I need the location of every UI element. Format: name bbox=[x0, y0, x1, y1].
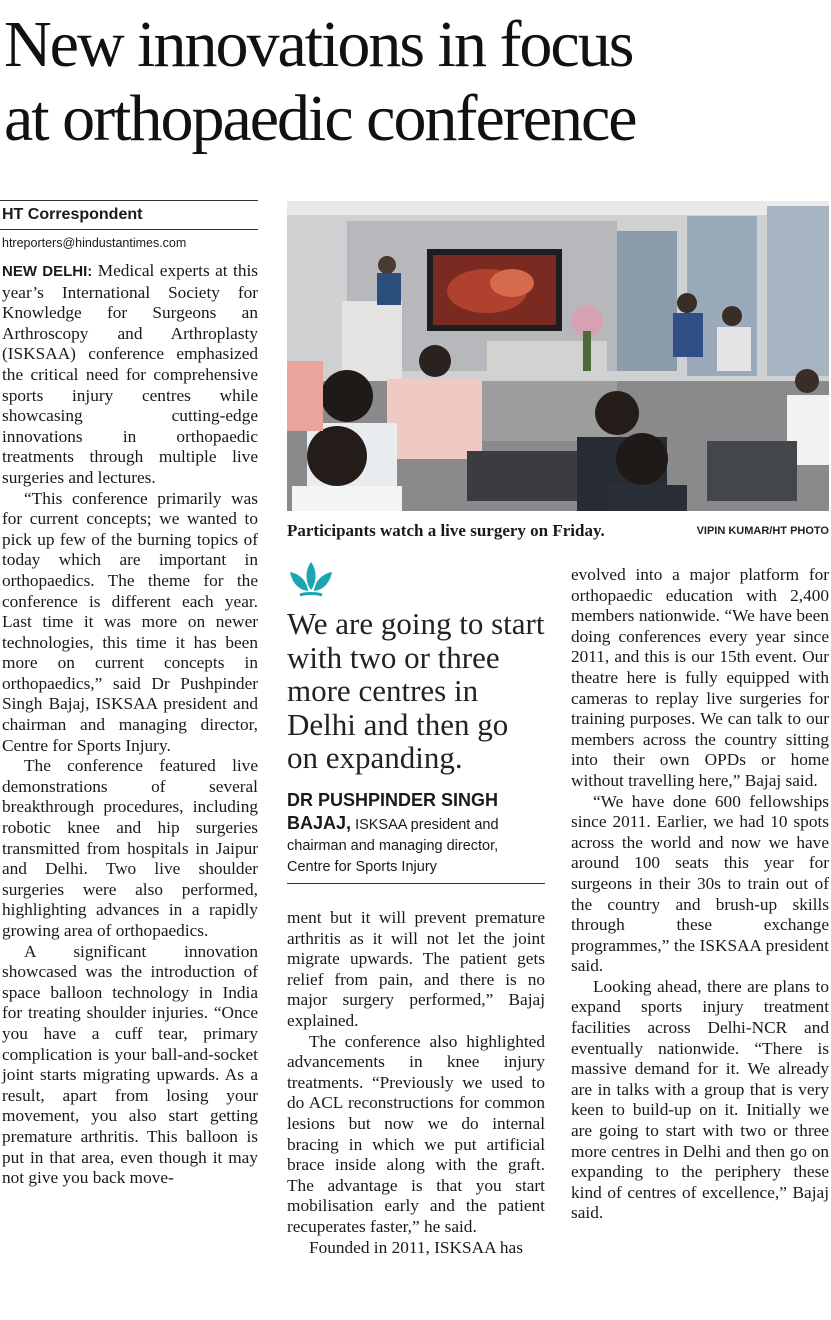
pull-quote-rule bbox=[287, 883, 545, 884]
byline-bottom-rule bbox=[0, 229, 258, 230]
byline-author: HT Correspondent bbox=[2, 206, 143, 223]
paragraph: Founded in 2011, ISKSAA has bbox=[309, 1237, 523, 1257]
paragraph: “We have done 600 fellowships since 2011. Earlier, we had 10 spots across the world and now we have around 100 seats this year for surgeons in their 30s to train out of the country and brush-up skills through these exchange programmes,” the ISKSAA president said. bbox=[571, 791, 829, 976]
paragraph: evolved into a major platform for orthopaedic education with 2,400 members nationwide. “We have been doing conferences every year since 2011, and this is our 15th event. Our theatre here is fully equipped with cameras to replay live surgeries for training purposes. We can talk to our members across the country sitting into their own OPDs or home without travelling here,” Bajaj said. bbox=[571, 565, 829, 790]
paragraph: A significant innovation showcased was the introduction of space balloon technology in India for treating shoulder injuries. “Once you have a cuff tear, primary complication is your ball-and-socket joint starts migrating upwards. As a result, apart from losing your movement, you also start getting premature arthritis. This balloon is put in that area, even though it may not give you back move- bbox=[2, 941, 258, 1188]
paragraph: The conference also highlighted advancements in knee injury treatments. “Previously we used to do ACL reconstructions for common lesions but now we do internal bracing in which we put artificial brace inside along with the graft. The advantage is that you start mobilisation early and the patient recuperates faster,” he said. bbox=[287, 1031, 545, 1236]
pull-quote: We are going to start with two or three more centres in Delhi and then go on expanding. bbox=[287, 606, 545, 775]
paragraph: Looking ahead, there are plans to expand sports injury treatment facilities across Delhi-NCR and eventually nationwide. “There is massive demand for it. We already are in talks with a group that is very keen to build-up on it. Initially we are going to start with two or three more centres in Delhi and then go on expanding to the periphery these kind of centres of excellence,” Bajaj said. bbox=[571, 976, 829, 1223]
paragraph: NEW DELHI: Medical experts at this year’s International Society for Knowledge for Surgeons an Arthroscopy and Arthroplasty (ISKSAA) conference emphasized the critical need for comprehensive sports injury centres while showcasing cutting-edge innovations in orthopaedic treatments through multiple live surgeries and lectures. bbox=[2, 261, 258, 487]
byline-email: htreporters@hindustantimes.com bbox=[2, 236, 187, 250]
article-column-1 bbox=[2, 261, 258, 1189]
quote-speaker-title: ISKSAA president and chairman and managing director, Centre for Sports Injury bbox=[287, 817, 499, 875]
paragraph: ment but it will prevent premature arthritis as it will not let the joint migrate upwards. The patient gets relief from pain, and there is no major surgery performed,” Bajaj explained. bbox=[287, 908, 545, 1030]
article-photo bbox=[287, 201, 829, 511]
paragraph: “This conference primarily was for current concepts; we wanted to pick up few of the burning topics of today which are important in orthopaedics. The theme for the conference is different each year. Last time it was more on newer technologies, this time it has been more on current concepts in orthopaedics,” said Dr Pushpinder Singh Bajaj, ISKSAA president and chairman and managing director, Centre for Sports Injury. bbox=[2, 488, 258, 755]
quote-speaker: DR PUSHPINDER SINGH BAJAJ, bbox=[287, 790, 499, 833]
byline-top-rule bbox=[0, 200, 258, 201]
article-column-3 bbox=[571, 565, 829, 1224]
caption-text: Participants watch a live surgery on Friday. bbox=[287, 521, 605, 540]
headline-line-2: at orthopaedic conference bbox=[4, 82, 636, 155]
headline bbox=[4, 8, 828, 156]
lotus-icon bbox=[286, 558, 336, 607]
article-column-2 bbox=[287, 908, 545, 1258]
dateline: NEW DELHI: bbox=[2, 263, 93, 280]
photo-caption bbox=[287, 521, 829, 543]
pull-quote-attribution bbox=[287, 790, 545, 878]
paragraph: The conference featured live demonstrations of several breakthrough procedures, including robotic knee and hip surgeries transmitted from hospitals in Jaipur and Delhi. Two live shoulder surgeries were also performed, highlighting advances in a rapidly growing area of orthopaedics. bbox=[2, 756, 258, 940]
photo-credit: VIPIN KUMAR/HT PHOTO bbox=[696, 525, 829, 537]
conference-room-photo bbox=[287, 201, 829, 511]
headline-line-1: New innovations in focus bbox=[4, 8, 633, 81]
